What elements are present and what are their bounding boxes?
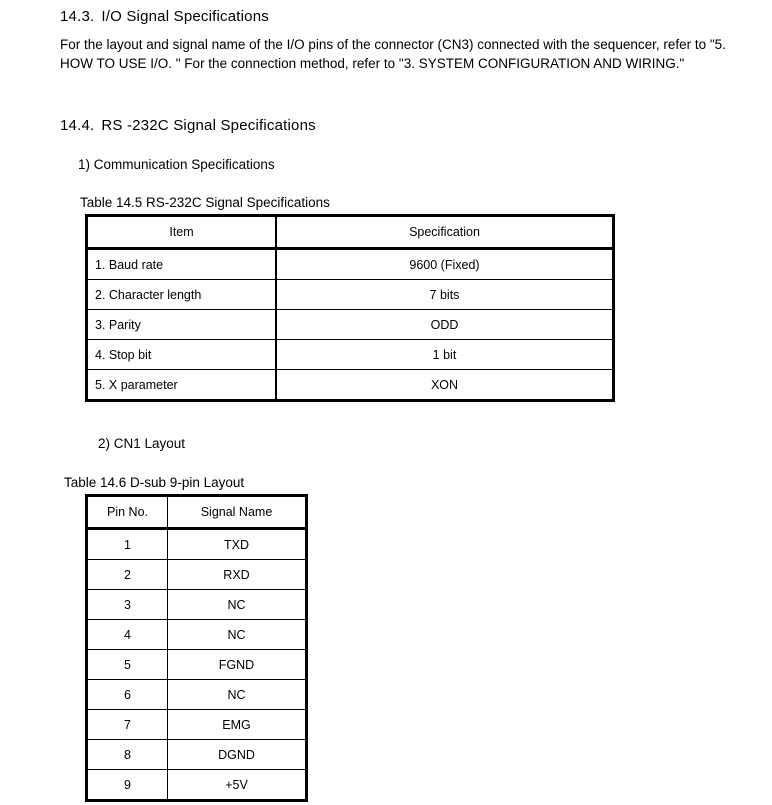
table-cell: DGND (168, 740, 307, 770)
section-14-3-paragraph: For the layout and signal name of the I/O pins of the connector (CN3) connected with the sequencer, refer to "5. HOW TO USE I/O. " For the connection method, refer to "3. SYSTEM CONFIGURATION AND WIRING." (60, 37, 726, 71)
table-body (87, 529, 307, 801)
table-row (87, 650, 307, 680)
table-cell: 5 (87, 650, 168, 680)
table-row (87, 710, 307, 740)
table-cell: 5. X parameter (87, 370, 277, 401)
section-number: 14.4. (60, 117, 95, 134)
column-header-specification: Specification (276, 216, 614, 249)
table-header-row (87, 496, 307, 529)
table-cell: 2 (87, 560, 168, 590)
table-row (87, 529, 307, 560)
table-row (87, 560, 307, 590)
section-title: RS -232C Signal Specifications (101, 117, 316, 134)
column-header-signal-name: Signal Name (168, 496, 307, 529)
subheading-communication-specifications: 1) Communication Specifications (78, 157, 275, 172)
table-cell: EMG (168, 710, 307, 740)
column-header-pin-no: Pin No. (87, 496, 168, 529)
table-row (87, 280, 614, 310)
table-cell: ODD (276, 310, 614, 340)
section-number: 14.3. (60, 8, 95, 25)
table-cell: FGND (168, 650, 307, 680)
subheading-cn1-layout: 2) CN1 Layout (98, 436, 186, 451)
table-header (87, 496, 307, 529)
table-cell: 1 (87, 529, 168, 560)
table-cell: +5V (168, 770, 307, 801)
table-row (87, 249, 614, 280)
section-heading-14-4 (60, 117, 772, 134)
table-row (87, 340, 614, 370)
table-cell: 4. Stop bit (87, 340, 277, 370)
table-header-row (87, 216, 614, 249)
table-cell: 3. Parity (87, 310, 277, 340)
section-title: I/O Signal Specifications (101, 8, 269, 25)
table-row (87, 740, 307, 770)
table-row (87, 680, 307, 710)
table-row (87, 620, 307, 650)
table-cell: 1 bit (276, 340, 614, 370)
table-cell: 7 (87, 710, 168, 740)
table-cell: TXD (168, 529, 307, 560)
section-heading-14-3 (60, 8, 772, 25)
dsub-9pin-layout-table (85, 494, 308, 802)
table-cell: 9600 (Fixed) (276, 249, 614, 280)
table-cell: NC (168, 620, 307, 650)
table-body (87, 249, 614, 401)
table-cell: 3 (87, 590, 168, 620)
table-cell: NC (168, 680, 307, 710)
table-cell: 8 (87, 740, 168, 770)
table-row (87, 590, 307, 620)
table-header (87, 216, 614, 249)
table-cell: 7 bits (276, 280, 614, 310)
rs232c-spec-table (85, 214, 615, 402)
table-cell: RXD (168, 560, 307, 590)
table-row (87, 310, 614, 340)
table-cell: XON (276, 370, 614, 401)
table-cell: 1. Baud rate (87, 249, 277, 280)
table-cell: 6 (87, 680, 168, 710)
table-cell: 2. Character length (87, 280, 277, 310)
table-row (87, 370, 614, 401)
table-14-6-caption: Table 14.6 D-sub 9-pin Layout (64, 475, 245, 490)
table-cell: NC (168, 590, 307, 620)
table-row (87, 770, 307, 801)
table-cell: 4 (87, 620, 168, 650)
column-header-item: Item (87, 216, 277, 249)
table-14-5-caption: Table 14.5 RS-232C Signal Specifications (80, 195, 330, 210)
table-cell: 9 (87, 770, 168, 801)
